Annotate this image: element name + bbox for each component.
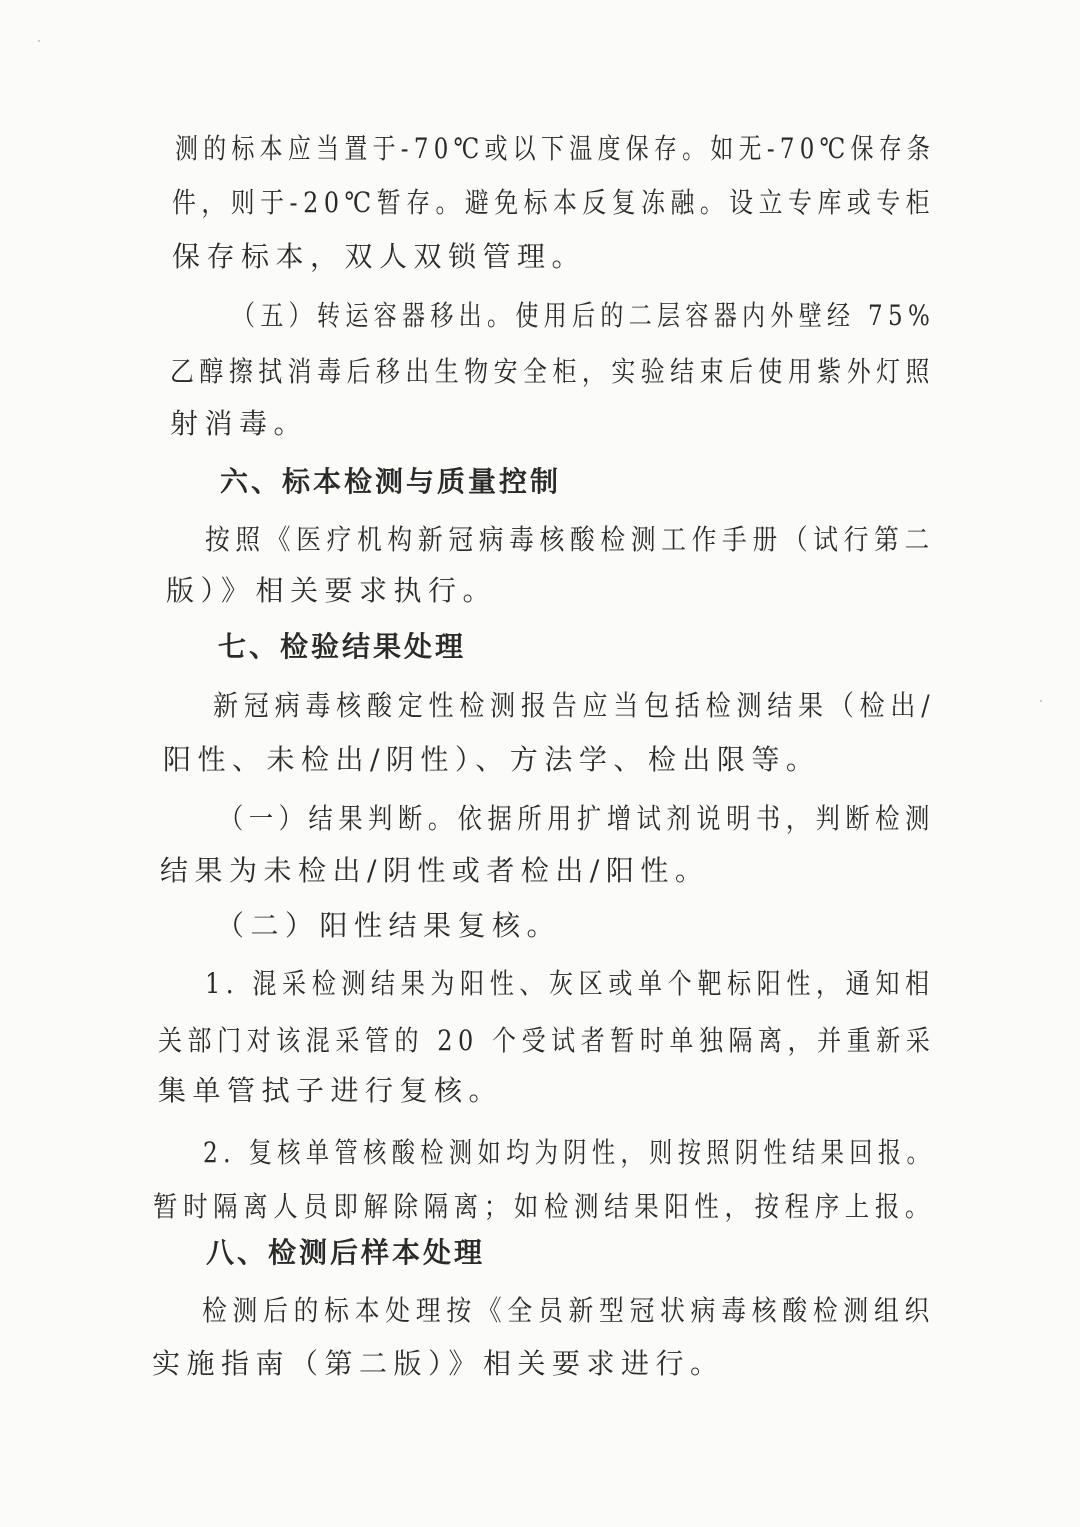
scan-speck [38,40,40,42]
body-line: 版）》相关要求执行。 [166,574,498,607]
section-heading-seven: 七、检验结果处理 [218,630,467,663]
body-line: 1. 混采检测结果为阳性、灰区或单个靶标阳性，通知相 [205,967,935,1000]
body-line: 测的标本应当置于-70℃或以下温度保存。如无-70℃保存条 [175,132,936,165]
body-line: 保存标本，双人双锁管理。 [172,240,587,273]
body-line: 暂时隔离人员即解除隔离；如检测结果阳性，按程序上报。 [153,1190,936,1223]
body-line: （一）结果判断。依据所用扩增试剂说明书，判断检测 [219,802,935,835]
body-line: 实施指南（第二版）》相关要求进行。 [152,1347,725,1380]
body-line: 结果为未检出/阴性或者检出/阳性。 [160,854,710,887]
body-line: 阳性、未检出/阴性）、方法学、检出限等。 [163,743,821,776]
body-line: 按照《医疗机构新冠病毒核酸检测工作手册（试行第二 [205,523,935,556]
body-line: （二）阳性结果复核。 [216,909,562,942]
body-line: 乙醇擦拭消毒后移出生物安全柜，实验结束后使用紫外灯照 [170,355,935,388]
body-line: （五）转运容器移出。使用后的二层容器内外壁经 75% [232,299,936,332]
scan-speck [1040,700,1042,702]
body-line: 2. 复核单管核酸检测如均为阴性，则按照阴性结果回报。 [203,1136,936,1169]
body-line: 件，则于-20℃暂存。避免标本反复冻融。设立专库或专柜 [172,186,935,219]
section-heading-six: 六、标本检测与质量控制 [220,465,562,498]
body-line: 集单管拭子进行复核。 [158,1074,504,1107]
body-line: 关部门对该混采管的 20 个受试者暂时单独隔离，并重新采 [158,1024,936,1057]
section-heading-eight: 八、检测后样本处理 [206,1236,486,1269]
body-line: 射消毒。 [170,407,309,440]
body-line: 检测后的标本处理按《全员新型冠状病毒核酸检测组织 [202,1294,936,1327]
body-line: 新冠病毒核酸定性检测报告应当包括检测结果（检出/ [213,689,936,722]
